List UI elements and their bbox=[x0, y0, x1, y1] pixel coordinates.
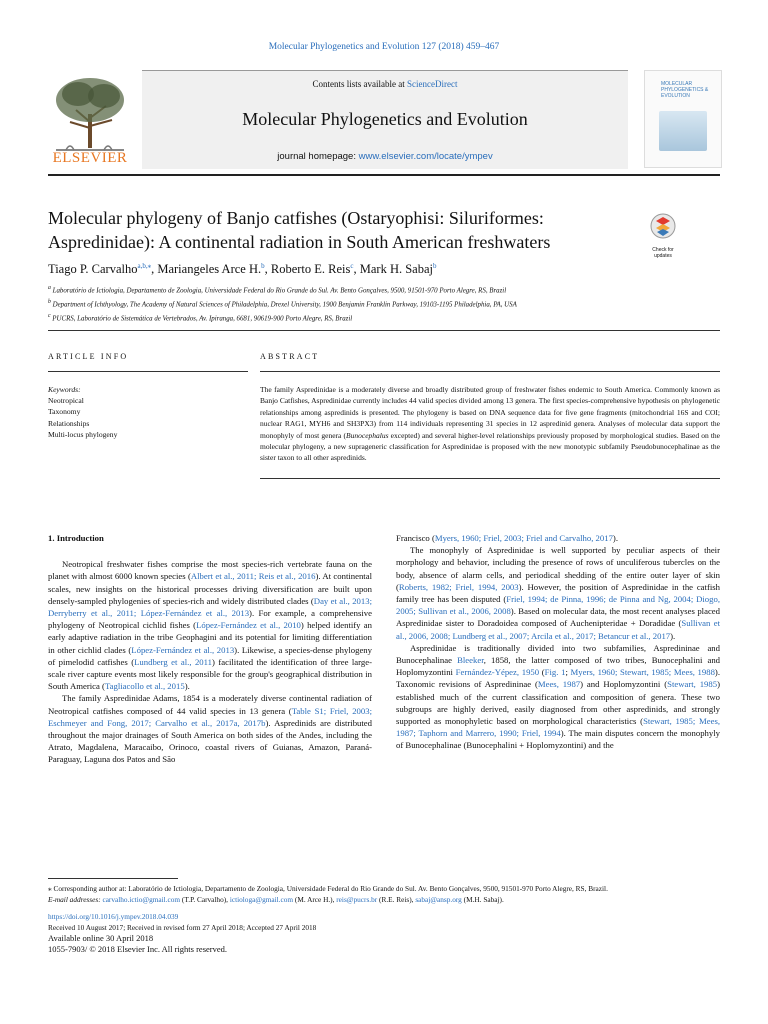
available-online: Available online 30 April 2018 bbox=[48, 933, 154, 943]
affiliation-text: PUCRS, Laboratório de Sistemática de Vertebrados, Av. Ipiranga, 6681, 90619-900 Porto Alegre, RS, Brazil bbox=[52, 314, 353, 322]
author-affil-marks[interactable]: c bbox=[350, 262, 354, 270]
intro-paragraph-2-cont bbox=[396, 532, 720, 544]
abstract bbox=[260, 352, 720, 479]
crossmark-label: Check for updates bbox=[652, 247, 674, 259]
email-link[interactable]: reis@pucrs.br bbox=[336, 895, 378, 904]
body-text: , 1858, the latter composed of two tribes, Bunocephalini and Hoplomyzontini bbox=[396, 655, 721, 678]
keyword: Relationships bbox=[48, 418, 90, 428]
citation-link[interactable]: Sullivan et al., 2006, 2008; Lundberg et al., 2007; Arcila et al., 2017; Betancur et al., 2017 bbox=[396, 618, 720, 641]
body-text: The monophyly of Aspredinidae is well supported by peculiar aspects of their morphology and behavior, including the presence of rows of unculiferous tubercles on the body, absence of alarm cells, and periodical shedding of the entire outer layer of skin ( bbox=[396, 545, 720, 592]
email-label: E-mail addresses: bbox=[48, 895, 103, 904]
citation-link[interactable]: Table S1; Friel, 2003; Eschmeyer and Fong, 2017; Carvalho et al., 2017a, 2017b bbox=[48, 705, 372, 728]
author-affil-marks[interactable]: b bbox=[433, 262, 437, 270]
citation-link[interactable]: Mees, 1987 bbox=[537, 679, 581, 690]
email-link[interactable]: ictiologa@gmail.com bbox=[229, 895, 294, 904]
author-name[interactable]: Tiago P. Carvalho bbox=[48, 262, 138, 277]
received-dates: Received 10 August 2017; Received in revised form 27 April 2018; Accepted 27 April 2018 bbox=[48, 923, 317, 932]
journal-citation[interactable]: Molecular Phylogenetics and Evolution 127 (2018) 459–467 bbox=[268, 42, 500, 52]
body-text: Francisco ( bbox=[396, 533, 435, 543]
body-text: ) facilitated the identification of three large-scale river capture events most likely responsible for the group's geographical distribution in South America ( bbox=[48, 656, 372, 692]
abstract-text-part: excepted) and several higher-level relationships previously proposed by morphological studies. Based on the molecular phylogeny, a new suprageneric classification for Aspredinidae is proposed with the new monotypic subfamily Pseudobunocephalinae as the sister taxon to all other aspredinids. bbox=[260, 430, 720, 463]
body-text: ) established much of the current classification and composition of genera. These two subgroups are highly derived, easily diagnosed from other aspredinids, and strongly supported as monophyletic based on morphological characteristics ( bbox=[396, 679, 720, 727]
email-addresses bbox=[48, 894, 724, 905]
journal-masthead bbox=[48, 70, 720, 178]
author-affil-marks[interactable]: a,b,⁎ bbox=[137, 262, 152, 270]
contents-line bbox=[142, 79, 628, 89]
author-list bbox=[48, 262, 708, 277]
body-text: ). Aspredinids are distributed throughout the major drainages of South America on both sides of the Andes, including the Atrato, Magdalena, Maracaibo, Orinoco, coastal rivers of Guianas, Amazon, Paraná-Paraguay, Laguna dos Patos and São bbox=[48, 717, 373, 765]
author-name[interactable]: Roberto E. Reis bbox=[270, 262, 351, 277]
email-owner: (T.P. Carvalho), bbox=[180, 895, 230, 904]
body-text: Neotropical freshwater fishes comprise the most species-rich vertebrate fauna on the planet with almost 6000 known species ( bbox=[48, 559, 372, 582]
author-affil-marks[interactable]: b bbox=[261, 262, 265, 270]
affiliation-line bbox=[48, 283, 728, 297]
affiliation-text: Department of Ichthyology, The Academy of Natural Sciences of Philadelphia, Drexel University, 1900 Benjamin Franklin Parkway, 19103-1195 Philadelphia, PA, USA bbox=[52, 301, 517, 309]
citation-link[interactable]: Bleeker bbox=[457, 655, 484, 666]
body-text: ; bbox=[565, 667, 571, 678]
citation-link[interactable]: Albert et al., 2011; Reis et al., 2016 bbox=[190, 571, 316, 582]
citation-link[interactable]: Lundberg et al., 2011 bbox=[134, 656, 213, 667]
cover-title: MOLECULAR PHYLOGENETICS & EVOLUTION bbox=[661, 81, 709, 99]
body-text: ). For example, a comprehensive phylogeny of Neotropical cichlid fishes ( bbox=[48, 608, 372, 631]
abstract-heading: ABSTRACT bbox=[260, 352, 320, 361]
email-owner: (M. Arce H.), bbox=[293, 895, 337, 904]
citation-link[interactable]: Fig. 1 bbox=[544, 667, 566, 678]
corresponding-author-note: ⁎ Corresponding author at: Laboratório de Ictiologia, Departamento de Zoologia, Universidade Federal do Rio Grande do Sul. Av. Bento Gonçalves, 9500, 91501-970 Porto Alegre, RS, Brazil. bbox=[48, 884, 608, 893]
body-text: ). However, the position of Aspredinidae in the catfish family tree has been disputed ( bbox=[396, 581, 720, 605]
abstract-text bbox=[260, 384, 720, 464]
email-link[interactable]: carvalho.ictio@gmail.com bbox=[102, 895, 181, 904]
intro-paragraph-3 bbox=[396, 544, 720, 642]
citation-link[interactable]: Roberts, 1982; Friel, 1994, 2003 bbox=[398, 581, 519, 592]
article-info-rule bbox=[48, 371, 248, 372]
citation-link[interactable]: Myers, 1960; Friel, 2003; Friel and Carvalho, 2017 bbox=[434, 533, 613, 543]
masthead-rule bbox=[48, 174, 720, 176]
abstract-bottom-rule bbox=[260, 478, 720, 479]
body-text: ). At continental scales, new insights on the historical processes driving diversification are built upon densely-sampled phylogenies of species-rich and widely distributed clades ( bbox=[48, 571, 372, 606]
article-info bbox=[48, 352, 248, 440]
body-text: ). bbox=[670, 630, 676, 641]
affiliations bbox=[48, 283, 728, 324]
footnotes bbox=[48, 878, 724, 955]
journal-name: Molecular Phylogenetics and Evolution bbox=[242, 109, 528, 129]
body-text: ) helped identify an early adaptive radiation in the tribe Geophagini and its potential for limiting differentiation in other cichlid clades ( bbox=[48, 620, 372, 655]
affiliation-mark: c bbox=[48, 312, 51, 319]
citation-link[interactable]: Tagliacollo et al., 2015 bbox=[104, 681, 185, 692]
article-title: Molecular phylogeny of Banjo catfishes (Ostaryophisi: Siluriformes: Aspredinidae): A continental radiation in South American freshwaters bbox=[48, 208, 551, 252]
affiliation-line bbox=[48, 311, 728, 325]
intro-paragraph-1 bbox=[48, 558, 372, 692]
footnote-rule bbox=[48, 878, 178, 879]
elsevier-logo bbox=[48, 70, 132, 170]
section-heading-introduction: 1. Introduction bbox=[48, 533, 104, 543]
affiliation-mark: b bbox=[48, 298, 51, 305]
author-name[interactable]: Mariangeles Arce H. bbox=[157, 262, 262, 277]
keywords-label: Keywords: bbox=[48, 385, 81, 394]
author-separator: , bbox=[264, 262, 271, 277]
crossmark-badge[interactable] bbox=[644, 212, 682, 259]
intro-paragraph-4 bbox=[396, 642, 720, 752]
abstract-genus: Bunocephalus bbox=[346, 430, 389, 440]
author-separator: , bbox=[151, 262, 158, 277]
citation-link[interactable]: Day et al., 2013; Derryberry et al., 2011; López-Fernández et al., 2013 bbox=[48, 595, 372, 619]
body-text: ). bbox=[184, 681, 190, 692]
citation-link[interactable]: Stewart, 1985 bbox=[667, 679, 718, 690]
citation-link[interactable]: Stewart, 1985; Mees, 1987; Taphorn and Marrero, 1990; Friel, 1994 bbox=[396, 716, 720, 739]
contents-prefix: Contents lists available at bbox=[312, 79, 407, 89]
body-text: ). Likewise, a species-dense phylogeny of pimelodid catfishes ( bbox=[48, 644, 372, 667]
masthead-banner bbox=[142, 70, 628, 169]
author-name[interactable]: Mark H. Sabaj bbox=[359, 262, 433, 277]
body-text: Aspredinidae is traditionally divided into two subfamilies, Aspredininae and Bunocephalinae bbox=[396, 642, 720, 666]
header-rule bbox=[48, 330, 720, 331]
affiliation-mark: a bbox=[48, 285, 51, 291]
sciencedirect-link[interactable]: ScienceDirect bbox=[407, 79, 458, 89]
body-text: ( bbox=[539, 667, 545, 678]
body-text: ). Taxonomic revisions of Aspredininae ( bbox=[396, 667, 720, 690]
keyword: Neotropical bbox=[48, 396, 84, 406]
body-column-right bbox=[396, 532, 720, 752]
journal-homepage bbox=[142, 151, 628, 162]
keyword: Taxonomy bbox=[48, 407, 81, 417]
abstract-rule bbox=[260, 371, 720, 372]
email-owner: (R.E. Reis), bbox=[377, 895, 416, 904]
body-column-left bbox=[48, 532, 372, 766]
citation-link[interactable]: Friel, 1994; de Pinna, 1996; de Pinna and Ng, 2004; Diogo, 2005; Sullivan et al., 2006, 2008 bbox=[396, 594, 720, 617]
doi-link[interactable]: https://doi.org/10.1016/j.ympev.2018.04.039 bbox=[48, 912, 179, 921]
affiliation-line bbox=[48, 297, 728, 311]
body-text: ) and Hoplomyzontini ( bbox=[580, 679, 668, 690]
body-text: ). Based on molecular data, the most recent analyses placed Aspredinidae sister to Doradoidea composed of Auchenipteridae + Doradidae ( bbox=[396, 606, 720, 629]
citation-link[interactable]: Myers, 1960; Stewart, 1985; Mees, 1988 bbox=[570, 667, 715, 678]
body-text: ). The main disputes concern the monophyly of Bunocephalinae (Bunocephalini + Hoplomyzontini) and the bbox=[396, 728, 720, 751]
email-owner: (M.H. Sabaj). bbox=[461, 895, 504, 904]
citation-link[interactable]: López-Fernández et al., 2010 bbox=[196, 620, 301, 631]
body-text: The family Aspredinidae Adams, 1854 is a moderately diverse continental radiation of Neotropical catfishes composed of 44 valid species in 13 genera ( bbox=[48, 693, 372, 716]
intro-paragraph-2 bbox=[48, 692, 372, 765]
journal-cover[interactable] bbox=[644, 70, 722, 168]
keyword: Multi-locus phylogeny bbox=[48, 429, 118, 439]
cover-graphic bbox=[659, 111, 707, 151]
article-info-heading: ARTICLE INFO bbox=[48, 352, 129, 361]
citation-link[interactable]: Fernández-Yépez, 1950 bbox=[455, 667, 540, 678]
homepage-link[interactable]: www.elsevier.com/locate/ympev bbox=[358, 151, 493, 162]
affiliation-text: Laboratório de Ictiologia, Departamento de Zoologia, Universidade Federal do Rio Grande do Sul. Av. Bento Gonçalves, 9500, 91501-970 Porto Alegre, RS, Brazil bbox=[52, 287, 507, 295]
body-text: ). bbox=[612, 533, 618, 543]
crossmark-icon bbox=[644, 212, 682, 242]
elsevier-wordmark: ELSEVIER bbox=[52, 150, 128, 166]
abstract-text-part: The family Aspredinidae is a moderately diverse and broadly distributed group of freshwater fishes endemic to South America. Commonly known as Banjo Catfishes, Aspredinidae currently includes 44 valid species divided among 13 genera. The first species-comprehensive hypothesis on phylogenetic relationships among aspredinids is presented. The phylogeny is based on DNA sequence data for five gene fragments (mitochondrial 16S and COI; nuclear RAG1, MYH6 and SH3PX3) from 114 individuals representing 31 species in 12 aspredinid genera. Analyses of molecular data support the monophyly of most genera ( bbox=[260, 385, 720, 440]
homepage-prefix: journal homepage: bbox=[277, 151, 359, 162]
email-link[interactable]: sabaj@ansp.org bbox=[415, 895, 462, 904]
copyright: 1055-7903/ © 2018 Elsevier Inc. All rights reserved. bbox=[48, 944, 228, 954]
citation-link[interactable]: López-Fernández et al., 2013 bbox=[131, 644, 235, 655]
author-separator: , bbox=[353, 262, 360, 277]
